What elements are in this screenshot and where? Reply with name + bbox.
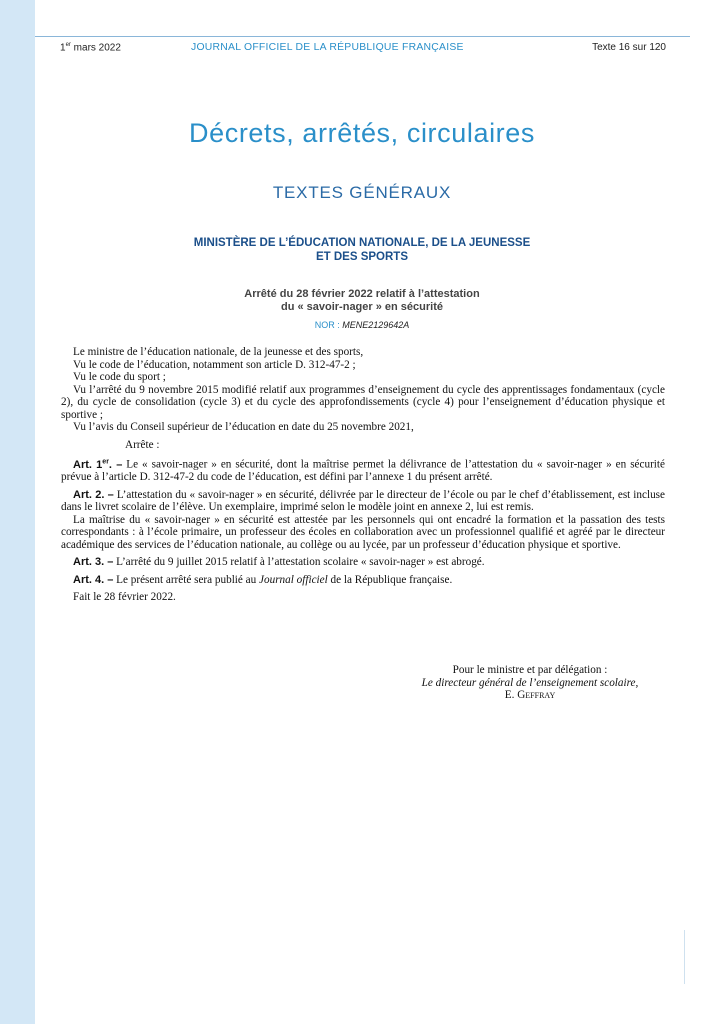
visa-minister: Le ministre de l’éducation nationale, de la jeunesse et des sports, <box>73 346 364 358</box>
subsection-title: TEXTES GÉNÉRAUX <box>272 183 452 202</box>
visa-sport-code: Vu le code du sport ; <box>73 371 166 383</box>
ministry-line-1: MINISTÈRE DE L’ÉDUCATION NATIONALE, DE LA JEUNESSE <box>193 237 531 249</box>
done-at: Fait le 28 février 2022. <box>73 591 176 604</box>
article-3-label: Art. 3. – <box>73 556 114 569</box>
page-corner-mark <box>684 930 693 984</box>
article-4: Art. 4. – Le présent arrêté sera publié au Journal officiel de la République française. <box>73 573 453 586</box>
header-rule <box>35 36 690 37</box>
section-title: Décrets, arrêtés, circulaires <box>189 118 535 148</box>
decree-body <box>61 346 665 604</box>
signature-delegation: Pour le ministre et par délégation : <box>452 664 608 676</box>
signature-role: Le directeur général de l’enseignement scolaire, <box>421 676 639 689</box>
journal-officiel-italic: Journal officiel <box>259 573 328 586</box>
decree-title <box>0 288 724 314</box>
article-2 <box>61 489 665 514</box>
page-header <box>60 42 666 56</box>
article-2-text: L’attestation du « savoir-nager » en sécurité, délivrée par le directeur de l’école ou par le chef d’établissement, est incluse dans le livret scolaire de l’élève. Un exemplaire, imprimé selon le modèle joint en annexe 2, lui est remis. <box>61 488 665 514</box>
decree-title-line-2: du « savoir-nager » en sécurité <box>280 301 443 313</box>
arrete-word: Arrête : <box>125 438 160 451</box>
visa-education-code: Vu le code de l’éducation, notamment son article D. 312-47-2 ; <box>73 358 356 371</box>
publication-date: 1er mars 2022 <box>60 42 121 54</box>
visa-conseil: Vu l’avis du Conseil supérieur de l’éducation en date du 25 novembre 2021, <box>73 421 414 433</box>
signatory-name: E. Geffray <box>504 689 556 701</box>
ministry-line-2: ET DES SPORTS <box>315 251 409 263</box>
article-3 <box>61 556 665 569</box>
article-2-paragraph-2: La maîtrise du « savoir-nager » en sécurité est attestée par les personnels qui ont encadré la formation et la passation des tests correspondants : à l’école primaire, un professeur des écoles en collaboration avec un professionnel qualifié et agréé par le directeur académique des services de l’éducation nationale, au collège ou au lycée, par un professeur d’éducation physique et sportive. <box>61 513 665 551</box>
text-number: Texte 16 sur 120 <box>592 42 666 53</box>
journal-name: JOURNAL OFFICIEL DE LA RÉPUBLIQUE FRANÇAISE <box>191 42 464 53</box>
nor-reference <box>0 320 724 330</box>
left-margin-band <box>0 0 35 1024</box>
decree-title-line-1: Arrêté du 28 février 2022 relatif à l’attestation <box>244 288 480 300</box>
nor-label: NOR : <box>314 320 343 330</box>
article-4-label: Art. 4. – <box>73 573 114 586</box>
article-2-label: Art. 2. – <box>73 488 114 501</box>
article-1 <box>61 456 665 484</box>
visa-arrete-2015: Vu l’arrêté du 9 novembre 2015 modifié relatif aux programmes d’enseignement du cycle des apprentissages fondamentaux (cycle 2), du cycle de consolidation (cycle 3) et du cycle des approfondissements (cycle 4) pour l’enseignement d’éducation physique et sportive ; <box>61 383 665 421</box>
article-1-text: Le « savoir-nager » en sécurité, dont la maîtrise permet la délivrance de l’attestation du « savoir-nager » en sécurité prévue à l’article D. 312-47-2 du code de l’éducation, est défini par l’annexe 1 du présent arrêté. <box>61 458 665 484</box>
ministry-heading <box>0 236 724 264</box>
nor-value: MENE2129642A <box>342 320 410 330</box>
right-margin <box>690 40 724 984</box>
article-1-label: Art. 1er. – <box>73 458 123 471</box>
signature-block <box>380 664 680 702</box>
article-3-text: L’arrêté du 9 juillet 2015 relatif à l’attestation scolaire « savoir-nager » est abrogé. <box>113 556 485 569</box>
